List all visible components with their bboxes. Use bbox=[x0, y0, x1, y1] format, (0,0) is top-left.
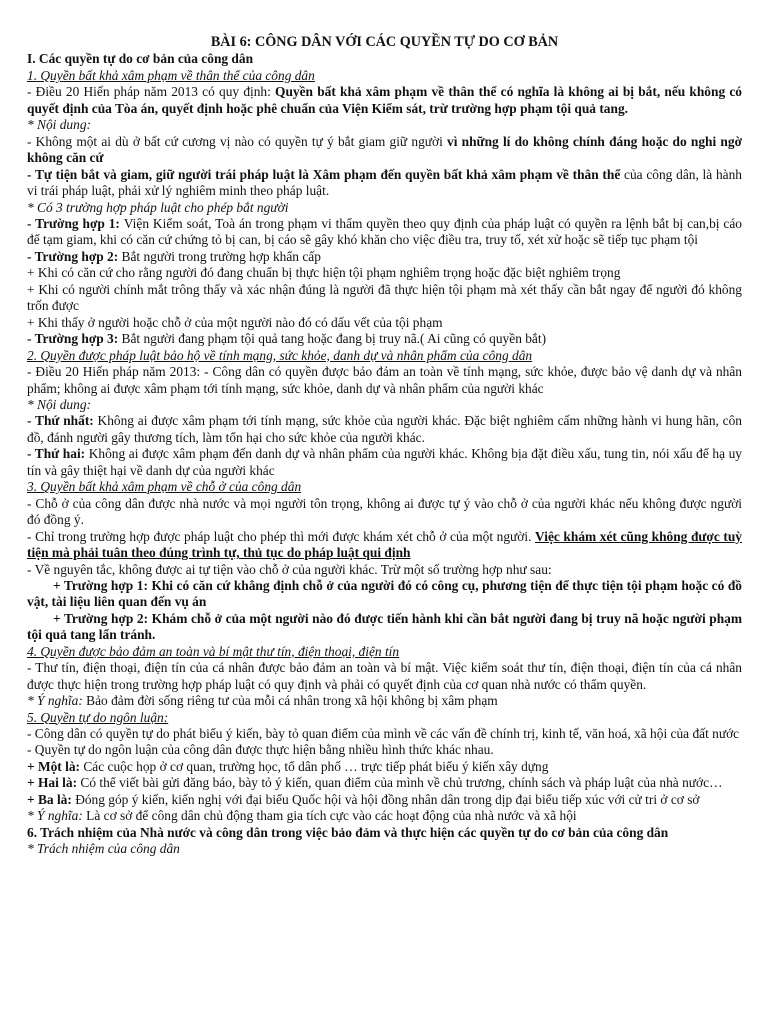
paragraph bbox=[27, 693, 742, 709]
underlined-bold-text: Việc khám xét cũng không được tuỳ tiện mà phải tuân theo đúng trình tự, thủ tục do pháp luật qui định bbox=[27, 528, 742, 561]
paragraph bbox=[27, 216, 742, 249]
bold-text: - Trường hợp 1: bbox=[27, 215, 124, 231]
text: Bảo đảm đời sống riêng tư của mỗi cá nhân trong xã hội không bị xâm phạm bbox=[82, 693, 498, 709]
paragraph: - Về nguyên tắc, không được ai tự tiện vào chỗ ở của người khác. Trừ một số trường hợp như sau: bbox=[27, 561, 552, 577]
subsection-heading-1: 1. Quyền bất khả xâm phạm về thân thể của công dân bbox=[27, 67, 315, 83]
text: - Chỉ trong trường hợp được pháp luật cho phép thì mới được khám xét chỗ ở của một người. bbox=[27, 528, 536, 544]
bold-text: - Thứ hai: bbox=[27, 446, 89, 462]
paragraph bbox=[27, 775, 742, 791]
paragraph: + Khi thấy ở người hoặc chỗ ở của một người nào đó có dấu vết của tội phạm bbox=[27, 314, 443, 330]
note-label: * Có 3 trường hợp pháp luật cho phép bắt người bbox=[27, 199, 289, 215]
bold-text: - Thứ nhất: bbox=[27, 413, 98, 429]
bold-text: + Trường hợp 1: Khi có căn cứ khẳng định chỗ ở của người đó có công cụ, phương tiện để thực tiện tội phạm hoặc có đồ vật, tài liệu liên quan đến vụ án bbox=[27, 577, 742, 610]
text: - Điều 20 Hiến pháp năm 2013 có quy định: bbox=[27, 84, 276, 100]
paragraph bbox=[27, 792, 742, 808]
subsection-heading-3: 3. Quyền bất khả xâm phạm về chỗ ở của công dân bbox=[27, 479, 302, 495]
text: Có thể viết bài gửi đăng báo, bày tỏ ý kiến, quan điểm của mình về chủ trương, chính sách và pháp luật của nhà nước… bbox=[80, 775, 723, 791]
note-label: * Nội dung: bbox=[27, 117, 91, 133]
paragraph bbox=[27, 84, 742, 117]
bold-text: - Trường hợp 2: bbox=[27, 248, 122, 264]
paragraph bbox=[27, 249, 742, 265]
subsection-heading-2: 2. Quyền được pháp luật bảo hộ về tính mạng, sức khỏe, danh dự và nhân phẩm của công dân bbox=[27, 347, 533, 363]
page-title: BÀI 6: CÔNG DÂN VỚI CÁC QUYỀN TỰ DO CƠ BẢN bbox=[210, 34, 559, 50]
note-label: * Nội dung: bbox=[27, 396, 91, 412]
text: Là cơ sở để công dân chủ động tham gia tích cực vào các hoạt động của nhà nước và xã hội bbox=[82, 808, 577, 824]
paragraph bbox=[27, 808, 742, 824]
text: Đóng góp ý kiến, kiến nghị với đại biểu Quốc hội và hội đồng nhân dân trong dịp đại biểu tiếp xúc với cử tri ở cơ sở bbox=[75, 791, 700, 807]
paragraph: + Khi có người chính mắt trông thấy và xác nhận đúng là người đã thực hiện tội phạm mà xét thấy cần bắt ngay để người đó không trốn được bbox=[27, 281, 742, 314]
italic-text: * Ý nghĩa: bbox=[27, 693, 83, 709]
text: Viện Kiểm soát, Toà án trong phạm vi thẩm quyền theo quy định của pháp luật có quyền ra lệnh bắt bị can,bị cáo để tạm giam, khi có căn cứ chứng tỏ bị can, bị cáo sẽ gây khó khăn cho việc điều tra, truy tố, xét xử hoặc sẽ tiếp tục phạm tội bbox=[27, 215, 742, 248]
subsection-heading-4: 4. Quyền được bảo đảm an toàn và bí mật thư tín, điện thoại, điện tín bbox=[27, 643, 400, 659]
paragraph: - Chỗ ở của công dân được nhà nước và mọi người tôn trọng, không ai được tự ý vào chỗ ở của người khác nếu không được người đó đồng ý. bbox=[27, 495, 742, 528]
text: của công dân, là hành vi trái pháp luật, phải xử lý nghiêm minh theo pháp luật. bbox=[27, 166, 742, 199]
bold-text: vì những lí do không chính đáng hoặc do nghi ngờ không căn cứ bbox=[27, 133, 742, 166]
paragraph: + Khi có căn cứ cho rằng người đó đang chuẩn bị thực hiện tội phạm nghiêm trọng hoặc đặc biệt nghiêm trọng bbox=[27, 265, 621, 281]
paragraph bbox=[27, 759, 742, 775]
text: Không ai được xâm phạm tới tính mạng, sức khỏe của người khác. Đặc biệt nghiêm cấm những hành vi hung hãn, côn đồ, đánh người gây thương tích, làm tổn hại cho sức khỏe của người khác. bbox=[27, 413, 742, 445]
paragraph bbox=[27, 578, 742, 611]
section-heading-6: 6. Trách nhiệm của Nhà nước và công dân trong việc bảo đảm và thực hiện các quyền tự do cơ bản của công dân bbox=[27, 824, 669, 840]
text: Các cuộc họp ở cơ quan, trường học, tổ dân phố … trực tiếp phát biểu ý kiến xây dựng bbox=[83, 758, 549, 774]
bold-text: + Hai là: bbox=[27, 775, 81, 791]
paragraph bbox=[27, 331, 742, 347]
paragraph bbox=[27, 134, 742, 167]
section-heading-1: I. Các quyền tự do cơ bản của công dân bbox=[27, 51, 254, 67]
italic-text: * Ý nghĩa: bbox=[27, 808, 83, 824]
bold-text: + Trường hợp 2: Khám chỗ ở của một người nào đó được tiến hành khi cần bắt người đang bị truy nã hoặc người phạm tội quả tang lẩn tránh. bbox=[27, 610, 742, 643]
paragraph: - Quyền tự do ngôn luận của công dân được thực hiện bằng nhiều hình thức khác nhau. bbox=[27, 742, 494, 758]
bold-text: - Trường hợp 3: bbox=[27, 331, 122, 347]
paragraph: - Điều 20 Hiến pháp năm 2013: - Công dân có quyền được bảo đảm an toàn về tính mạng, sức khỏe, được bảo vệ danh dự và nhân phẩm; không ai được xâm phạm tới tính mạng, sức khỏe, danh dự và nhân phẩm của người khác bbox=[27, 364, 742, 396]
text: - Không một ai dù ở bất cứ cương vị nào có quyền tự ý bắt giam giữ người bbox=[27, 133, 448, 149]
paragraph: - Công dân có quyền tự do phát biểu ý kiến, bày tỏ quan điểm của mình về các vấn đề chính trị, kinh tế, văn hoá, xã hội của đất nước bbox=[27, 726, 740, 742]
note-label: * Trách nhiệm của công dân bbox=[27, 841, 180, 857]
bold-text: - Tự tiện bắt và giam, giữ người trái pháp luật là Xâm phạm đến quyền bất khả xâm phạm về thân thể bbox=[27, 166, 621, 182]
text: Bắt người đang phạm tội quả tang hoặc đang bị truy nã.( Ai cũng có quyền bắt) bbox=[121, 331, 547, 347]
paragraph bbox=[27, 446, 742, 479]
paragraph bbox=[27, 167, 742, 200]
bold-text: + Ba là: bbox=[27, 791, 76, 807]
bold-text: Quyền bất khả xâm phạm về thân thể có nghĩa là không ai bị bắt, nếu không có quyết định của Tòa án, quyết định hoặc phê chuẩn của Viện Kiểm sát, trừ trường hợp phạm tội quả tang. bbox=[27, 84, 742, 116]
text: Bắt người trong trường hợp khẩn cấp bbox=[121, 248, 321, 264]
paragraph: - Thư tín, điện thoại, điện tín của cá nhân được bảo đảm an toàn và bí mật. Việc kiểm soát thư tín, điện thoại, điện tín của cá nhân được thực hiện trong trường hợp pháp luật có quy định và phải có quyết định của cơ quan nhà nước có thẩm quyền. bbox=[27, 660, 742, 692]
subsection-heading-5: 5. Quyền tự do ngôn luận: bbox=[27, 709, 169, 725]
paragraph bbox=[27, 529, 742, 562]
text: Không ai được xâm phạm đến danh dự và nhân phẩm của người khác. Không bịa đặt điều xấu, tung tin, nói xấu để hạ uy tín và gây thiệt hại về danh dự của người khác bbox=[27, 446, 742, 478]
paragraph bbox=[27, 611, 742, 644]
bold-text: + Một là: bbox=[27, 758, 84, 774]
paragraph bbox=[27, 413, 742, 446]
